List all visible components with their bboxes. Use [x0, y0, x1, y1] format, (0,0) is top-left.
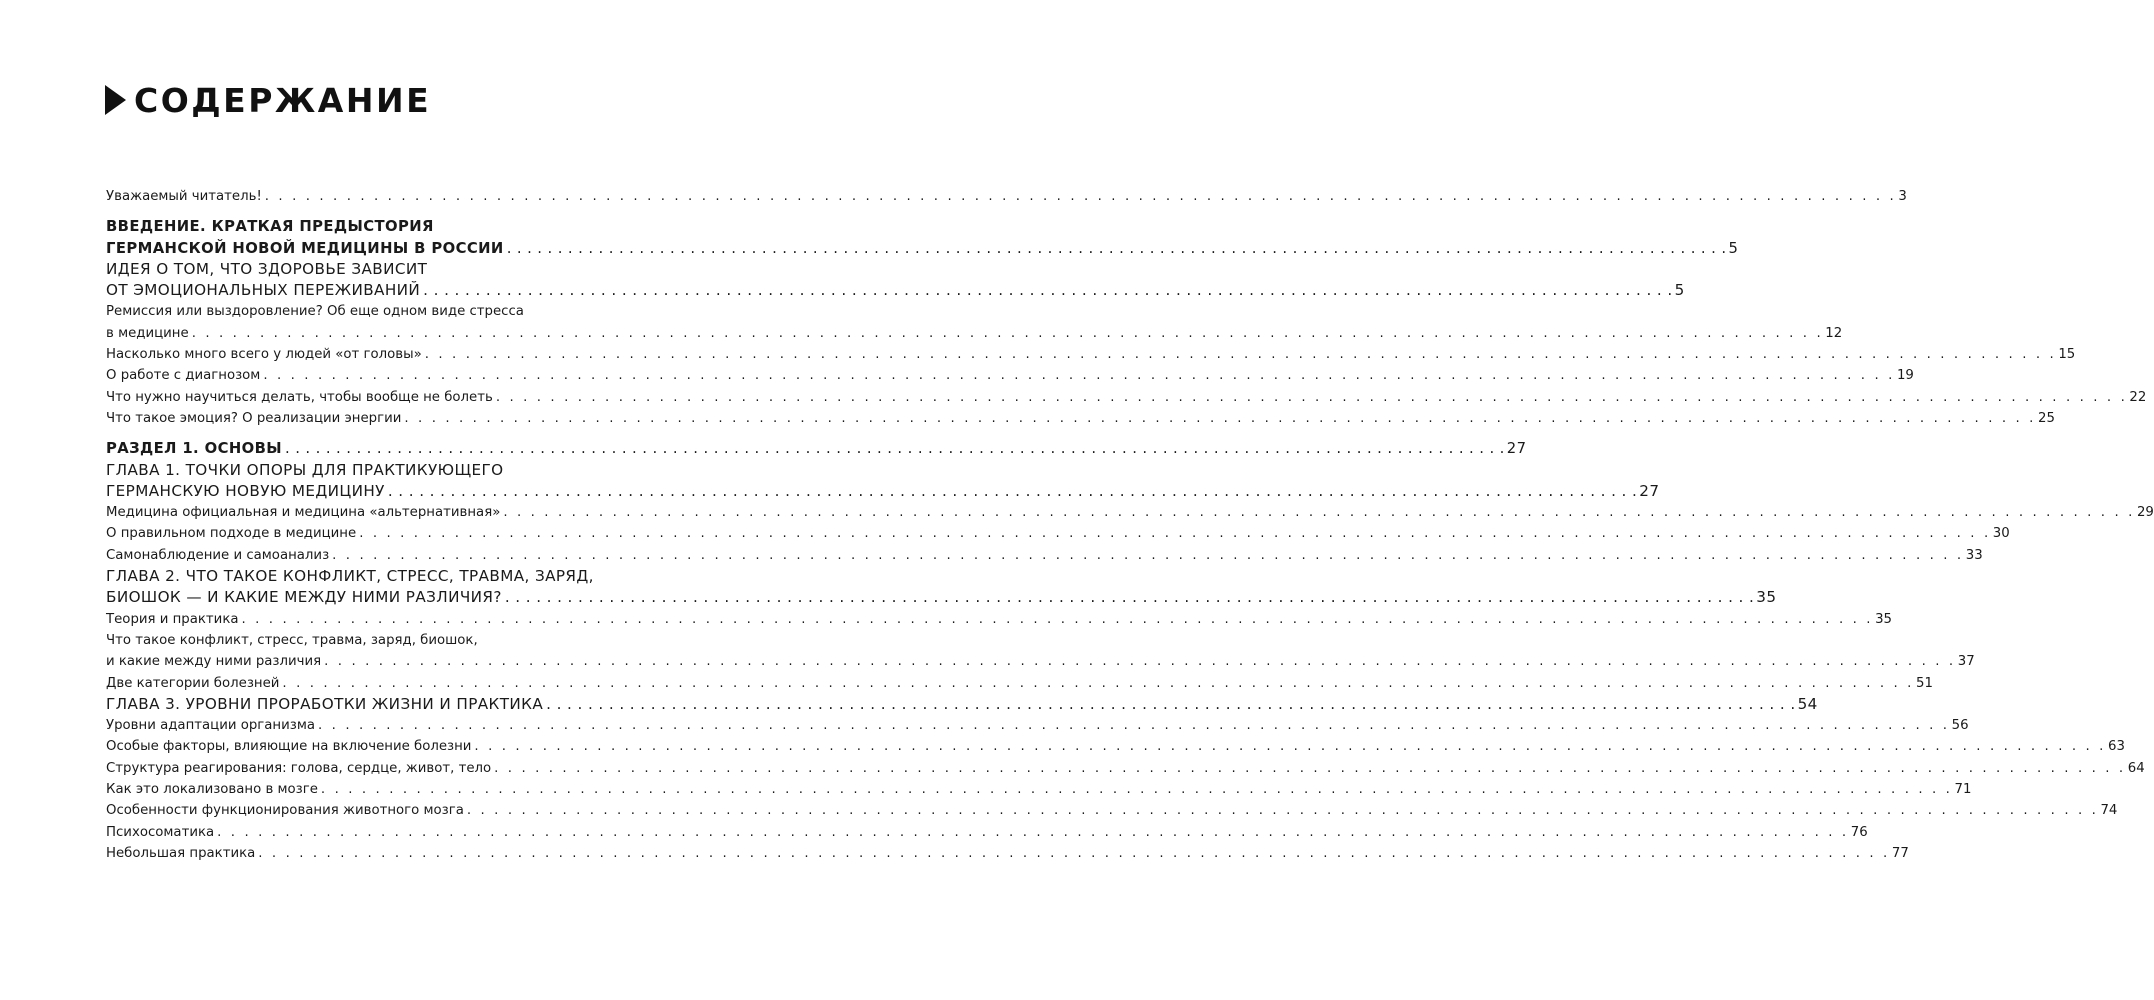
toc-page-number: 22: [2129, 389, 2147, 405]
toc-dot-leader: . . . . . . . . . . . . . . . . . . . . . . . . . . . . . . . . . . . . . . . . . . . . . . . . . . . . . . . . . . . . . . . . . . . . . . . . . . . . . . . . . . . . . . . . . . . . . . . . . . . . . . . . . . . . . . . . . . . . . . . .: [466, 803, 2099, 819]
toc-page-number: 27: [1506, 440, 1527, 458]
triangle-arrow-icon: [105, 85, 126, 115]
toc-entry: [106, 481, 1660, 502]
toc-entry-title: О правильном подходе в медицине: [106, 526, 357, 542]
toc-dot-leader: . . . . . . . . . . . . . . . . . . . . . . . . . . . . . . . . . . . . . . . . . . . . . . . . . . . . . . . . . . . . . . . . . . . . . . . . . . . . . . . . . . . . . . . . . . . . . . . . . . . . . . . . . . . . . . . . . . . . . . . .: [285, 440, 1505, 458]
toc-entry: [106, 323, 1843, 344]
toc-entry: [106, 566, 656, 587]
toc-entry-title: Что такое эмоция? О реализации энергии: [106, 410, 402, 426]
toc-entry-title: РАЗДЕЛ 1. ОСНОВЫ: [106, 440, 283, 458]
toc-page-number: 15: [2058, 347, 2076, 363]
toc-page-number: 12: [1825, 325, 1843, 341]
toc-entry-title: О работе с диагнозом: [106, 368, 261, 384]
toc-page-number: 37: [1957, 654, 1975, 670]
toc-dot-leader: . . . . . . . . . . . . . . . . . . . . . . . . . . . . . . . . . . . . . . . . . . . . . . . . . . . . . . . . . . . . . . . . . . . . . . . . . . . . . . . . . . . . . . . . . . . . . . . . . . . . . . . . . . . . . . . . . . . . . . . .: [241, 611, 1874, 627]
toc-entry-title: Самонаблюдение и самоанализ: [106, 547, 330, 563]
toc-entry-title: Насколько много всего у людей «от головы»: [106, 347, 422, 363]
toc-dot-leader: . . . . . . . . . . . . . . . . . . . . . . . . . . . . . . . . . . . . . . . . . . . . . . . . . . . . . . . . . . . . . . . . . . . . . . . . . . . . . . . . . . . . . . . . . . . . . . . . . . . . . . . . . . . . . . . . . . . . . . . .: [494, 760, 2126, 776]
toc-dot-leader: . . . . . . . . . . . . . . . . . . . . . . . . . . . . . . . . . . . . . . . . . . . . . . . . . . . . . . . . . . . . . . . . . . . . . . . . . . . . . . . . . . . . . . . . . . . . . . . . . . . . . . . . . . . . . . . . . . . . . . . .: [217, 824, 1849, 840]
toc-page-number: 76: [1850, 824, 1868, 840]
toc-entry: [106, 438, 1527, 459]
toc-entry: [106, 800, 2118, 821]
toc-page-number: 56: [1951, 718, 1969, 734]
toc-entry-title: Уровни адаптации организма: [106, 718, 316, 734]
toc-entry: [106, 280, 1685, 301]
toc-entry-title: Особые факторы, влияющие на включение болезни: [106, 739, 472, 755]
toc-entry-title: ИДЕЯ О ТОМ, ЧТО ЗДОРОВЬЕ ЗАВИСИТ: [106, 259, 428, 278]
toc-page-number: 35: [1756, 588, 1777, 607]
toc-entry-title: ГЛАВА 2. ЧТО ТАКОЕ КОНФЛИКТ, СТРЕСС, ТРАВМА, ЗАРЯД,: [106, 567, 594, 586]
toc-entry: [106, 460, 656, 481]
toc-entry: [106, 715, 1969, 736]
toc-dot-leader: . . . . . . . . . . . . . . . . . . . . . . . . . . . . . . . . . . . . . . . . . . . . . . . . . . . . . . . . . . . . . . . . . . . . . . . . . . . . . . . . . . . . . . . . . . . . . . . . . . . . . . . . . . . . . . . . . . . . . . . .: [506, 239, 1727, 257]
toc-dot-leader: . . . . . . . . . . . . . . . . . . . . . . . . . . . . . . . . . . . . . . . . . . . . . . . . . . . . . . . . . . . . . . . . . . . . . . . . . . . . . . . . . . . . . . . . . . . . . . . . . . . . . . . . . . . . . . . . . . . . . . . .: [503, 505, 2135, 521]
toc-entry: [106, 387, 2147, 408]
toc-dot-leader: . . . . . . . . . . . . . . . . . . . . . . . . . . . . . . . . . . . . . . . . . . . . . . . . . . . . . . . . . . . . . . . . . . . . . . . . . . . . . . . . . . . . . . . . . . . . . . . . . . . . . . . . . . . . . . . . . . . . . . . .: [404, 410, 2036, 426]
toc-entry: [106, 365, 1914, 386]
toc-page-number: 77: [1891, 845, 1909, 861]
toc-page-number: 5: [1728, 239, 1739, 257]
toc-entry-title: ОТ ЭМОЦИОНАЛЬНЫХ ПЕРЕЖИВАНИЙ: [106, 281, 421, 300]
toc-entry-title: в медицине: [106, 325, 189, 341]
toc-page-number: 29: [2136, 505, 2154, 521]
toc-entry: [106, 651, 1975, 672]
toc-page-number: 64: [2127, 760, 2145, 776]
toc-dot-leader: . . . . . . . . . . . . . . . . . . . . . . . . . . . . . . . . . . . . . . . . . . . . . . . . . . . . . . . . . . . . . . . . . . . . . . . . . . . . . . . . . . . . . . . . . . . . . . . . . . . . . . . . . . . . . . . . . . . . . . . .: [424, 347, 2057, 363]
toc-page-number: 5: [1674, 281, 1685, 300]
toc-entry: [106, 673, 1933, 694]
toc-entry-title: Медицина официальная и медицина «альтернативная»: [106, 505, 501, 521]
toc-entry-title: Ремиссия или выздоровление? Об еще одном виде стресса: [106, 304, 524, 320]
toc-entry-title: ГЛАВА 1. ТОЧКИ ОПОРЫ ДЛЯ ПРАКТИКУЮЩЕГО: [106, 460, 504, 479]
toc-page-number: 3: [1898, 189, 1907, 204]
toc-entry-title: Особенности функционирования животного мозга: [106, 803, 464, 819]
toc-entry: [106, 694, 1818, 715]
toc-dot-leader: . . . . . . . . . . . . . . . . . . . . . . . . . . . . . . . . . . . . . . . . . . . . . . . . . . . . . . . . . . . . . . . . . . . . . . . . . . . . . . . . . . . . . . . . . . . . . . . . . . . . . . . . . . . . . . . . . . . . . . . .: [282, 675, 1915, 691]
toc-entry-title: Уважаемый читатель!: [106, 189, 262, 204]
toc-entry: [106, 630, 656, 651]
toc-page-number: 51: [1916, 675, 1933, 691]
toc-entry: [106, 216, 656, 237]
toc-dot-leader: . . . . . . . . . . . . . . . . . . . . . . . . . . . . . . . . . . . . . . . . . . . . . . . . . . . . . . . . . . . . . . . . . . . . . . . . . . . . . . . . . . . . . . . . . . . . . . . . . . . . . . . . . . . . . . . . . . . . . . . .: [320, 782, 1953, 798]
toc-entry: [106, 843, 1909, 864]
toc-entry-title: Что такое конфликт, стресс, травма, заряд, биошок,: [106, 632, 478, 648]
toc-entry-title: ВВЕДЕНИЕ. КРАТКАЯ ПРЕДЫСТОРИЯ: [106, 218, 434, 236]
toc-entry-title: и какие между ними различия: [106, 654, 322, 670]
toc-entry: [106, 736, 2125, 757]
toc-entry: [106, 408, 2055, 429]
toc-dot-leader: . . . . . . . . . . . . . . . . . . . . . . . . . . . . . . . . . . . . . . . . . . . . . . . . . . . . . . . . . . . . . . . . . . . . . . . . . . . . . . . . . . . . . . . . . . . . . . . . . . . . . . . . . . . . . . . . . . . . . . . .: [324, 654, 1956, 670]
toc-dot-leader: . . . . . . . . . . . . . . . . . . . . . . . . . . . . . . . . . . . . . . . . . . . . . . . . . . . . . . . . . . . . . . . . . . . . . . . . . . . . . . . . . . . . . . . . . . . . . . . . . . . . . . . . . . . . . . . . . . . . . . . .: [546, 694, 1796, 713]
toc-entry-title: ГЕРМАНСКУЮ НОВУЮ МЕДИЦИНУ: [106, 481, 385, 500]
toc-dot-leader: . . . . . . . . . . . . . . . . . . . . . . . . . . . . . . . . . . . . . . . . . . . . . . . . . . . . . . . . . . . . . . . . . . . . . . . . . . . . . . . . . . . . . . . . . . . . . . . . . . . . . . . . . . . . . . . . . . . . . . . .: [191, 325, 1824, 341]
toc-dot-leader: . . . . . . . . . . . . . . . . . . . . . . . . . . . . . . . . . . . . . . . . . . . . . . . . . . . . . . . . . . . . . . . . . . . . . . . . . . . . . . . . . . . . . . . . . . . . . . . . . . . . . . . . . . . . . . . . . . . . . . . .: [495, 389, 2128, 405]
page-title-text: СОДЕРЖАНИЕ: [134, 80, 432, 120]
toc-dot-leader: . . . . . . . . . . . . . . . . . . . . . . . . . . . . . . . . . . . . . . . . . . . . . . . . . . . . . . . . . . . . . . . . . . . . . . . . . . . . . . . . . . . . . . . . . . . . . . . . . . . . . . . . . . . . . . . . . . . . . . . .: [263, 368, 1895, 384]
toc-entry: [106, 822, 1868, 843]
table-of-contents: [106, 186, 2154, 864]
toc-page-number: 35: [1875, 611, 1893, 627]
toc-page-number: 54: [1797, 694, 1818, 713]
toc-entry: [106, 587, 1777, 608]
toc-page-number: 63: [2108, 739, 2125, 755]
toc-entry: [106, 609, 1893, 630]
toc-entry-title: Структура реагирования: голова, сердце, живот, тело: [106, 760, 492, 776]
toc-entry: [106, 259, 656, 280]
toc-page-number: 25: [2038, 410, 2055, 426]
toc-entry: [106, 301, 656, 322]
toc-dot-leader: . . . . . . . . . . . . . . . . . . . . . . . . . . . . . . . . . . . . . . . . . . . . . . . . . . . . . . . . . . . . . . . . . . . . . . . . . . . . . . . . . . . . . . . . . . . . . . . . . . . . . . . . . . . . . . . . . . . . . . . .: [474, 739, 2107, 755]
toc-dot-leader: . . . . . . . . . . . . . . . . . . . . . . . . . . . . . . . . . . . . . . . . . . . . . . . . . . . . . . . . . . . . . . . . . . . . . . . . . . . . . . . . . . . . . . . . . . . . . . . . . . . . . . . . . . . . . . . . . . . . . . . .: [258, 845, 1890, 861]
toc-entry: [106, 545, 1983, 566]
toc-entry: [106, 186, 1907, 207]
toc-entry: [106, 758, 2145, 779]
toc-dot-leader: . . . . . . . . . . . . . . . . . . . . . . . . . . . . . . . . . . . . . . . . . . . . . . . . . . . . . . . . . . . . . . . . . . . . . . . . . . . . . . . . . . . . . . . . . . . . . . . . . . . . . . . . . . . . . . . . . . . . . . . .: [423, 281, 1673, 300]
toc-page-number: 19: [1896, 368, 1914, 384]
toc-entry-title: ГЛАВА 3. УРОВНИ ПРОРАБОТКИ ЖИЗНИ И ПРАКТИКА: [106, 694, 544, 713]
toc-entry-title: Психосоматика: [106, 824, 215, 840]
toc-entry-title: Как это локализовано в мозге: [106, 782, 318, 798]
toc-page-number: 71: [1954, 782, 1972, 798]
toc-dot-leader: . . . . . . . . . . . . . . . . . . . . . . . . . . . . . . . . . . . . . . . . . . . . . . . . . . . . . . . . . . . . . . . . . . . . . . . . . . . . . . . . . . . . . . . . . . . . . . . . . . . . . . . . . . . . . . . . . . . . . . . .: [387, 481, 1638, 500]
toc-entry: [106, 344, 2076, 365]
toc-entry-title: Две категории болезней: [106, 675, 280, 691]
toc-entry-title: БИОШОК — И КАКИЕ МЕЖДУ НИМИ РАЗЛИЧИЯ?: [106, 588, 502, 607]
toc-entry-title: ГЕРМАНСКОЙ НОВОЙ МЕДИЦИНЫ В РОССИИ: [106, 239, 504, 257]
toc-dot-leader: . . . . . . . . . . . . . . . . . . . . . . . . . . . . . . . . . . . . . . . . . . . . . . . . . . . . . . . . . . . . . . . . . . . . . . . . . . . . . . . . . . . . . . . . . . . . . . . . . . . . . . . . . . . . . . . . . . . . . . . .: [332, 547, 1964, 563]
toc-entry: [106, 502, 2154, 523]
toc-entry: [106, 779, 1972, 800]
toc-page-number: 74: [2100, 803, 2118, 819]
toc-dot-leader: . . . . . . . . . . . . . . . . . . . . . . . . . . . . . . . . . . . . . . . . . . . . . . . . . . . . . . . . . . . . . . . . . . . . . . . . . . . . . . . . . . . . . . . . . . . . . . . . . . . . . . . . . . . . . . . . . . . . . . . .: [359, 526, 1991, 542]
toc-dot-leader: . . . . . . . . . . . . . . . . . . . . . . . . . . . . . . . . . . . . . . . . . . . . . . . . . . . . . . . . . . . . . . . . . . . . . . . . . . . . . . . . . . . . . . . . . . . . . . . . . . . . . . . . . . . . . . . . . . . . . . . .: [318, 718, 1950, 734]
toc-page-number: 30: [1992, 526, 2010, 542]
toc-entry-title: Теория и практика: [106, 611, 239, 627]
toc-entry-title: Что нужно научиться делать, чтобы вообще не болеть: [106, 389, 493, 405]
toc-dot-leader: . . . . . . . . . . . . . . . . . . . . . . . . . . . . . . . . . . . . . . . . . . . . . . . . . . . . . . . . . . . . . . . . . . . . . . . . . . . . . . . . . . . . . . . . . . . . . . . . . . . . . . . . . . . . . . . . . . . . . . . .: [504, 588, 1755, 607]
toc-dot-leader: . . . . . . . . . . . . . . . . . . . . . . . . . . . . . . . . . . . . . . . . . . . . . . . . . . . . . . . . . . . . . . . . . . . . . . . . . . . . . . . . . . . . . . . . . . . . . . . . . . . . . . . . . . . . . . . . . . . . . . . .: [264, 189, 1897, 204]
toc-entry: [106, 523, 2010, 544]
toc-entry-title: Небольшая практика: [106, 845, 256, 861]
toc-page-number: 27: [1639, 481, 1660, 500]
toc-entry: [106, 238, 1739, 259]
page-title: [105, 74, 431, 126]
toc-page-number: 33: [1965, 547, 1983, 563]
